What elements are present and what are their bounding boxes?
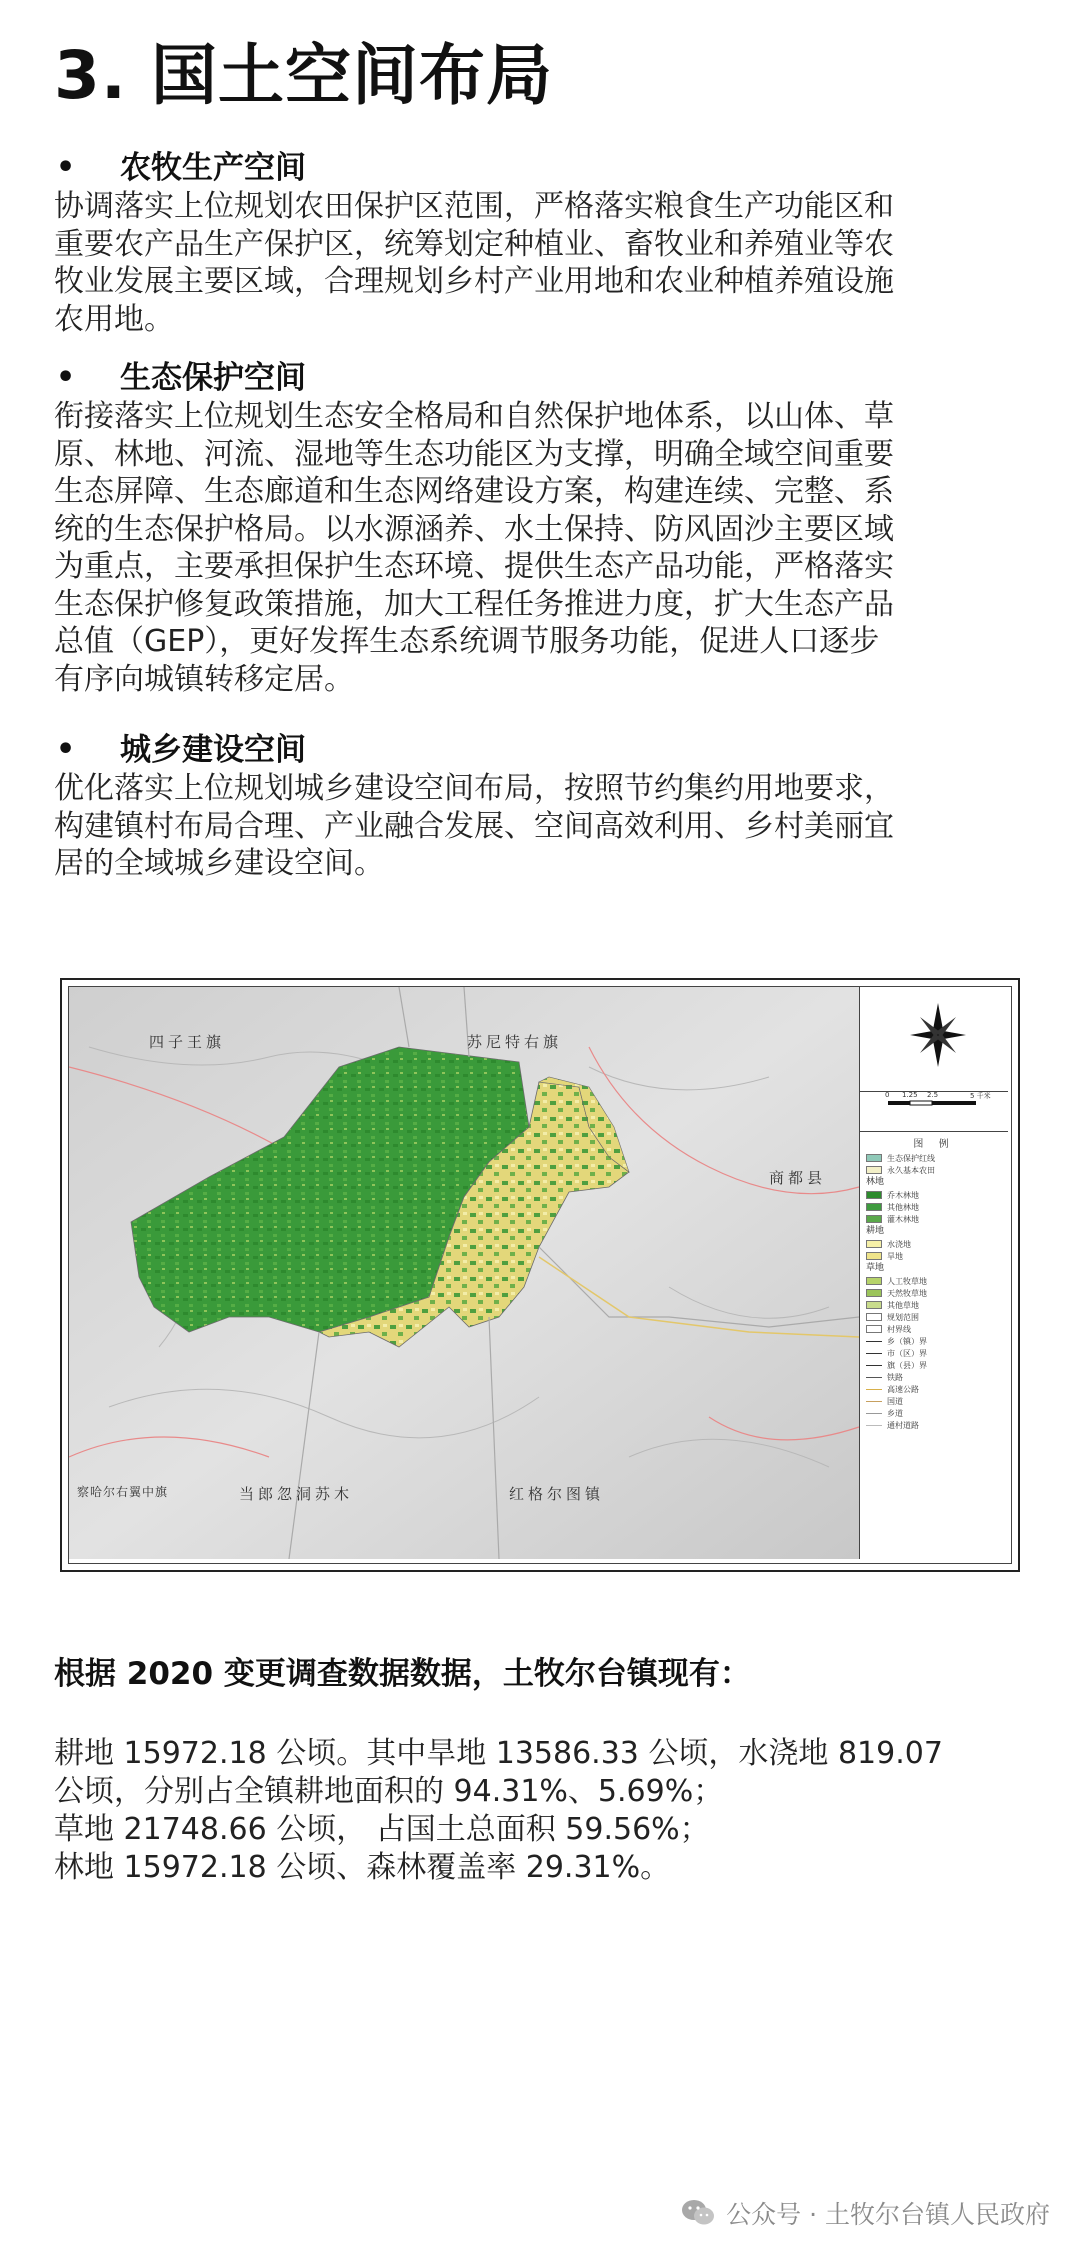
place-label: 红格尔图镇 — [509, 1485, 605, 1503]
legend-group: 林地 — [866, 1177, 885, 1187]
legend-item — [866, 1152, 1002, 1164]
section-body: 衔接落实上位规划生态安全格局和自然保护地体系，以山体、草 原、林地、河流、湿地等生态功能区为支撑，明确全域空间重要 生态屏障、生态廊道和生态网络建设方案，构建连续、完整、系 统的生态保护格局。以水源涵养、水土保持、防风固沙主要区域 为重点，主要承担保护生态环境、提供生态产品功能，严格落实 生态保护修复政策措施，加大工程任务推进力度，扩大生态产品 总值（GEP），更好发挥生态系统调节服务功能，促进人口逐步 有序向城镇转移定居。 — [54, 399, 894, 697]
place-label: 当郎忽洞苏木 — [239, 1485, 354, 1503]
legend-item — [866, 1299, 1002, 1311]
legend-group: 草地 — [866, 1263, 885, 1273]
section-heading-text: 生态保护空间 — [120, 360, 306, 396]
legend-item — [866, 1383, 1002, 1395]
legend-label: 其他草地 — [887, 1300, 919, 1310]
section-heading — [54, 148, 1034, 188]
section-heading — [54, 730, 1034, 770]
legend-swatch — [866, 1252, 882, 1260]
legend-swatch — [866, 1325, 882, 1333]
stats-line: 耕地 15972.18 公顷。其中旱地 13586.33 公顷，水浇地 819.07 — [54, 1736, 943, 1771]
legend-label: 人工牧草地 — [887, 1276, 927, 1286]
legend-swatch — [866, 1240, 882, 1248]
legend-title: 图 例 — [913, 1139, 955, 1150]
legend-item — [866, 1201, 1002, 1213]
legend-item — [866, 1250, 1002, 1262]
place-label: 察哈尔右翼中旗 — [77, 1485, 169, 1499]
legend-item — [866, 1275, 1002, 1287]
legend-label: 其他林地 — [887, 1202, 919, 1212]
legend-swatch — [866, 1191, 882, 1199]
legend-item — [866, 1238, 1002, 1250]
legend-label: 天然牧草地 — [887, 1288, 927, 1298]
scale-tick: 2.5 — [927, 1091, 939, 1099]
stats-line: 公顷，分别占全镇耕地面积的 94.31%、5.69%； — [54, 1774, 724, 1809]
legend-items — [860, 1150, 1008, 1433]
legend-item — [866, 1359, 1002, 1371]
legend-swatch — [866, 1154, 882, 1162]
legend-item — [866, 1335, 1002, 1347]
legend-item — [866, 1419, 1002, 1431]
legend-swatch — [866, 1203, 882, 1211]
legend-line-symbol — [866, 1401, 882, 1402]
section-heading-text: 农牧生产空间 — [120, 150, 306, 186]
bullet-dot: • — [56, 150, 76, 185]
scale-tick: 1.25 — [902, 1091, 918, 1099]
north-arrow-panel — [860, 987, 1008, 1092]
legend-group: 耕地 — [866, 1226, 885, 1236]
legend-label: 高速公路 — [887, 1384, 919, 1394]
legend-label: 水浇地 — [887, 1239, 911, 1249]
legend-line-symbol — [866, 1353, 882, 1354]
legend-line-symbol — [866, 1377, 882, 1378]
legend-label: 国道 — [887, 1396, 903, 1406]
legend-item — [866, 1323, 1002, 1335]
section-heading-text: 城乡建设空间 — [120, 732, 306, 768]
map-canvas — [68, 986, 1012, 1564]
compass-icon — [860, 987, 1008, 1091]
legend-swatch — [866, 1215, 882, 1223]
page-title: 3. 国土空间布局 — [54, 37, 553, 114]
watermark-text: 公众号 · 土牧尔台镇人民政府 — [726, 2200, 1050, 2229]
legend-swatch — [866, 1301, 882, 1309]
legend-label: 规划范围 — [887, 1312, 919, 1322]
legend-line-symbol — [866, 1341, 882, 1342]
legend-item — [866, 1407, 1002, 1419]
legend-item — [866, 1189, 1002, 1201]
legend-label: 旱地 — [887, 1251, 903, 1261]
bullet-dot: • — [56, 360, 76, 395]
section-heading — [54, 358, 1034, 398]
legend-label: 铁路 — [887, 1372, 903, 1382]
legend-line-symbol — [866, 1365, 882, 1366]
place-label: 四子王旗 — [149, 1033, 226, 1051]
legend-label: 村界线 — [887, 1324, 911, 1334]
legend-line-symbol — [866, 1425, 882, 1426]
place-label: 苏尼特右旗 — [467, 1033, 563, 1051]
legend-swatch — [866, 1166, 882, 1174]
map-legend — [859, 987, 1008, 1559]
legend-swatch — [866, 1289, 882, 1297]
stats-line: 林地 15972.18 公顷、森林覆盖率 29.31%。 — [54, 1850, 671, 1885]
legend-label: 乔木林地 — [887, 1190, 919, 1200]
legend-swatch — [866, 1277, 882, 1285]
wechat-watermark — [680, 2193, 1050, 2233]
wechat-icon — [680, 2198, 716, 2228]
legend-label: 灌木林地 — [887, 1214, 919, 1224]
scale-bar-panel — [860, 1091, 1008, 1132]
section-ecology — [54, 358, 1034, 698]
scale-tick: 5 千米 — [970, 1092, 991, 1100]
stats-heading: 根据 2020 变更调查数据数据，土牧尔台镇现有： — [54, 1656, 751, 1692]
legend-item — [866, 1311, 1002, 1323]
legend-item — [866, 1164, 1002, 1176]
legend-item — [866, 1347, 1002, 1359]
section-body: 优化落实上位规划城乡建设空间布局，按照节约集约用地要求， 构建镇村布局合理、产业融合发展、空间高效利用、乡村美丽宜 居的全域城乡建设空间。 — [54, 771, 894, 881]
legend-label: 市（区）界 — [887, 1348, 927, 1358]
place-label: 商都县 — [769, 1169, 827, 1187]
legend-label: 乡（镇）界 — [887, 1336, 927, 1346]
legend-label: 乡道 — [887, 1408, 903, 1418]
section-agriculture — [54, 148, 1034, 338]
legend-line-symbol — [866, 1389, 882, 1390]
legend-label: 通村道路 — [887, 1420, 919, 1430]
legend-label: 永久基本农田 — [887, 1165, 935, 1175]
legend-item — [866, 1371, 1002, 1383]
section-urban-rural — [54, 730, 1034, 883]
legend-panel — [860, 1131, 1008, 1559]
scale-tick: 0 — [885, 1091, 890, 1099]
legend-label: 生态保护红线 — [887, 1153, 935, 1163]
legend-item — [866, 1287, 1002, 1299]
land-use-map — [60, 978, 1020, 1572]
section-body: 协调落实上位规划农田保护区范围，严格落实粮食生产功能区和 重要农产品生产保护区，统筹划定种植业、畜牧业和养殖业等农 牧业发展主要区域，合理规划乡村产业用地和农业种植养殖设施 农用地。 — [54, 189, 894, 337]
legend-item — [866, 1213, 1002, 1225]
legend-item — [866, 1395, 1002, 1407]
legend-label: 旗（县）界 — [887, 1360, 927, 1370]
legend-swatch — [866, 1313, 882, 1321]
legend-line-symbol — [866, 1413, 882, 1414]
stats-block — [54, 1735, 1034, 1887]
stats-line: 草地 21748.66 公顷， 占国土总面积 59.56%； — [54, 1812, 710, 1847]
bullet-dot: • — [56, 732, 76, 767]
